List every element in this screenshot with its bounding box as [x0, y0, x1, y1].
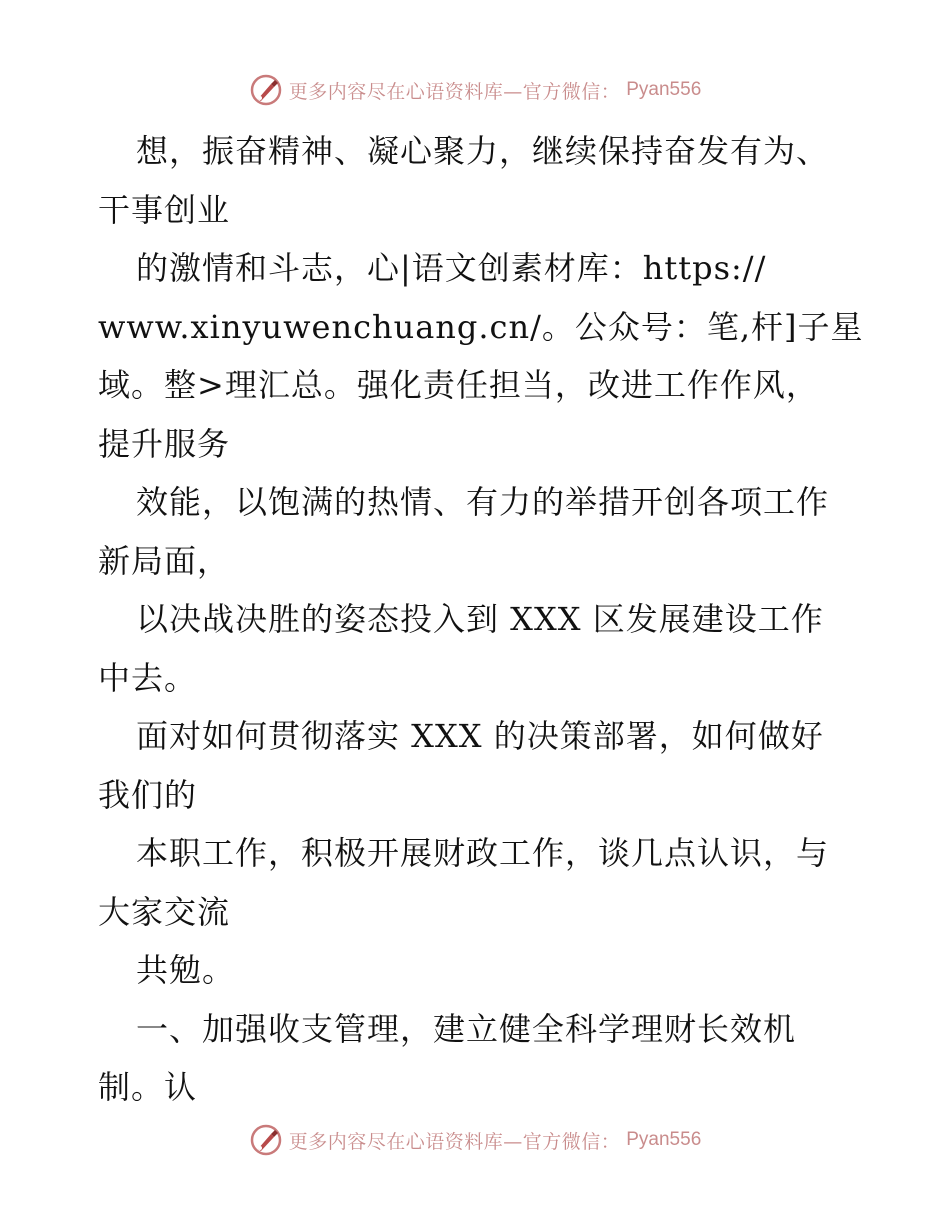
- body-line: 本职工作，积极开展财政工作，谈几点认识，与: [136, 834, 830, 872]
- body-line: 以决战决胜的姿态投入到 XXX 区发展建设工作: [136, 600, 824, 638]
- footer-banner-contact: Pyan556: [626, 1129, 702, 1150]
- body-line: 我们的: [98, 775, 198, 814]
- pen-nib-logo-icon: [249, 1123, 283, 1157]
- body-line: www.xinyuwenchuang.cn/。公众号：笔,杆]子星: [98, 307, 864, 346]
- body-line: 想，振奋精神、凝心聚力，继续保持奋发有为、: [136, 132, 830, 170]
- pen-nib-logo-icon: [249, 73, 283, 107]
- body-line: 效能，以饱满的热情、有力的举措开创各项工作: [136, 483, 830, 521]
- body-line: 大家交流: [98, 892, 231, 931]
- body-line: 中去。: [98, 658, 198, 697]
- body-line: 新局面，: [98, 541, 231, 580]
- header-banner-inner: [249, 73, 702, 107]
- body-line: 制。认: [98, 1068, 198, 1106]
- footer-banner-inner: [249, 1123, 702, 1157]
- footer-banner: [0, 1120, 950, 1160]
- body-line: 干事创业: [98, 190, 231, 229]
- body-line: 共勉。: [136, 951, 236, 989]
- header-banner: [0, 70, 950, 110]
- body-line: 域。整>理汇总。强化责任担当，改进工作作风，: [98, 366, 819, 404]
- body-line: 的激情和斗志，心|语文创素材库：https://: [136, 249, 767, 287]
- document-body: [98, 122, 898, 1117]
- body-line: 一、加强收支管理，建立健全科学理财长效机: [136, 1009, 797, 1048]
- header-banner-contact: Pyan556: [626, 79, 702, 100]
- body-line: 面对如何贯彻落实 XXX 的决策部署，如何做好: [136, 717, 824, 755]
- footer-banner-text: 更多内容尽在心语资料库—官方微信：: [288, 1130, 621, 1153]
- header-banner-text: 更多内容尽在心语资料库—官方微信：: [288, 80, 621, 103]
- body-line: 提升服务: [98, 424, 231, 463]
